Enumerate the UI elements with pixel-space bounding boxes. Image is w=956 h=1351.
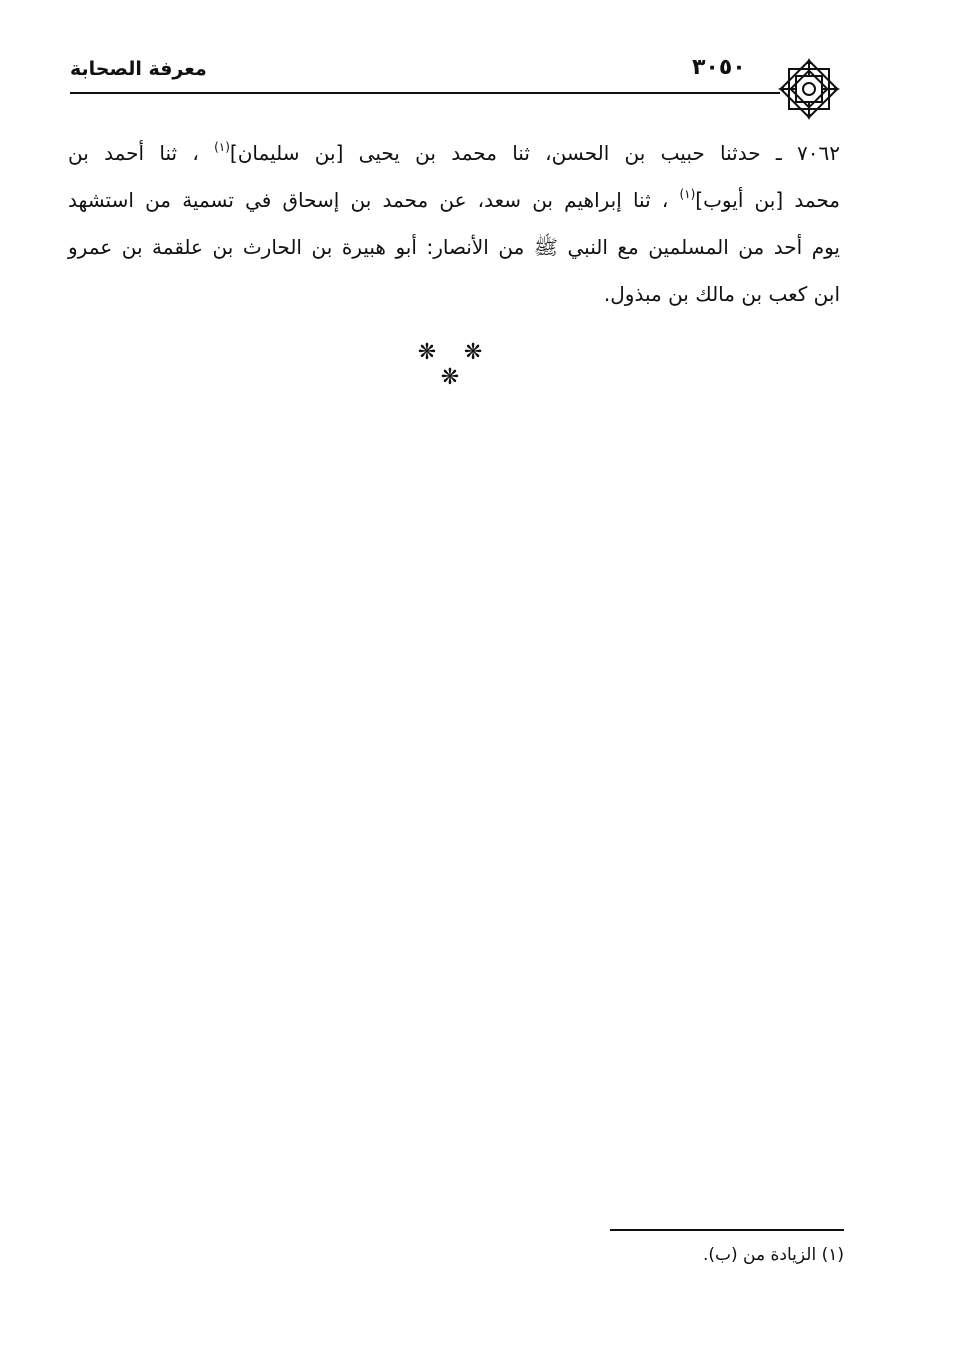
footnote-marker: (١) <box>214 140 230 154</box>
footnote-rule <box>610 1229 844 1231</box>
body-line-1-part-a: ـ حدثنا حبيب بن الحسن، ثنا محمد بن يحيى [بن سليمان] <box>229 141 798 165</box>
footnote-1: (١) الزيادة من (ب). <box>702 1245 844 1265</box>
body-line-1 <box>68 130 840 177</box>
eight-point-star-ornament-icon <box>776 56 842 122</box>
footnote-marker: (١) <box>679 187 696 201</box>
hadith-number: ٧٠٦٢ <box>797 141 840 165</box>
body-line-1-part-b: ، ثنا أحمد بن <box>68 141 215 165</box>
page-number: ٣٠٥٠ <box>692 55 746 80</box>
running-title: معرفة الصحابة <box>70 58 207 80</box>
hadith-text <box>68 130 840 318</box>
body-line-2 <box>68 177 840 224</box>
section-separator: ❋ ❋ ❋ <box>417 340 493 390</box>
body-line-2-part-b: ، ثنا إبراهيم بن سعد، عن محمد بن إسحاق في تسمية من استشهد <box>68 188 680 212</box>
header-rule <box>70 92 780 94</box>
body-line-3: يوم أحد من المسلمين مع النبي ﷺ من الأنصار: أبو هبيرة بن الحارث بن علقمة بن عمرو <box>68 235 840 259</box>
body-line-2-part-a: محمد [بن أيوب] <box>695 188 841 212</box>
body-line-4: ابن كعب بن مالك بن مبذول. <box>603 282 840 306</box>
